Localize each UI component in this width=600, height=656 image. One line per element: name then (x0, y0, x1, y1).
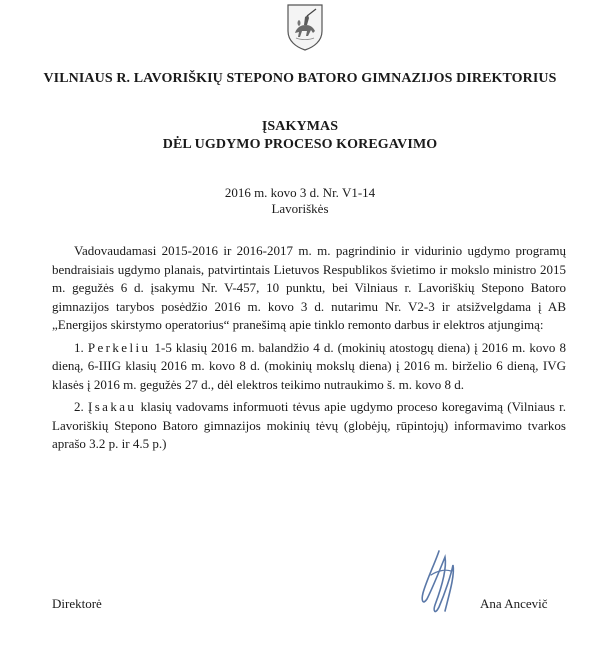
document-subject: DĖL UGDYMO PROCESO KOREGAVIMO (162, 137, 438, 152)
item-1 (52, 339, 566, 395)
item-2-text: klasių vadovams informuoti tėvus apie ugdymo proceso koregavimą (Vilniaus r. Lavoriškių Stepono Batoro gimnazijos mokinių tėvų (globėjų, rūpintojų) informavimo tvarkos aprašo 3.2 p. ir 4.5 p.) (52, 399, 566, 451)
item-1-verb: Perkeliu (87, 339, 151, 355)
signer-name: Ana Ancevič (480, 596, 548, 611)
document-body (52, 242, 566, 454)
item-1-number: 1. (74, 339, 84, 355)
date-and-number: 2016 m. kovo 3 d. Nr. V1-14 (224, 185, 376, 200)
place: Lavoriškės (271, 201, 329, 216)
signature-icon (405, 545, 475, 620)
item-2-verb: Įsakau (87, 399, 137, 414)
director-heading: VILNIAUS R. LAVORIŠKIŲ STEPONO BATORO GIMNAZIJOS DIREKTORIUS (43, 71, 557, 86)
intro-paragraph: Vadovaudamasi 2015-2016 ir 2016-2017 m. m. pagrindinio ir vidurinio ugdymo programų bendraisiais ugdymo planais, patvirtintais Lietuvos Respublikos švietimo ir mokslo ministro 2015 m. gegužės 6 d. įsakymu Nr. V-457, 10 punktu, bei Vilniaus r. Lavoriškių Stepono Batoro gimnazijos tarybos posėdžio 2016 m. kovo 3 d. nutarimu Nr. V2-3 ir atsižvelgdama į AB „Energijos skirstymo operatorius“ pranešimą apie tinklo remonto darbus ir elektros atjungimą: (52, 243, 566, 332)
item-2-number: 2. (74, 399, 84, 414)
item-1-text: 1-5 klasių 2016 m. balandžio 4 d. (mokinių atostogų diena) į 2016 m. kovo 8 dieną, 6-IIIG klasių 2016 m. kovo 8 d. (mokinių mokslų diena) į 2016 m. birželio 6 dieną, IVG klasės į 2016 m. gegužės 27 d., dėl elektros teikimo nutraukimo š. m. kovo 8 d. (52, 339, 567, 392)
coat-of-arms-icon (286, 3, 324, 51)
signer-position: Direktorė (52, 596, 102, 611)
item-2 (52, 398, 566, 454)
document-type: ĮSAKYMAS (261, 119, 339, 134)
